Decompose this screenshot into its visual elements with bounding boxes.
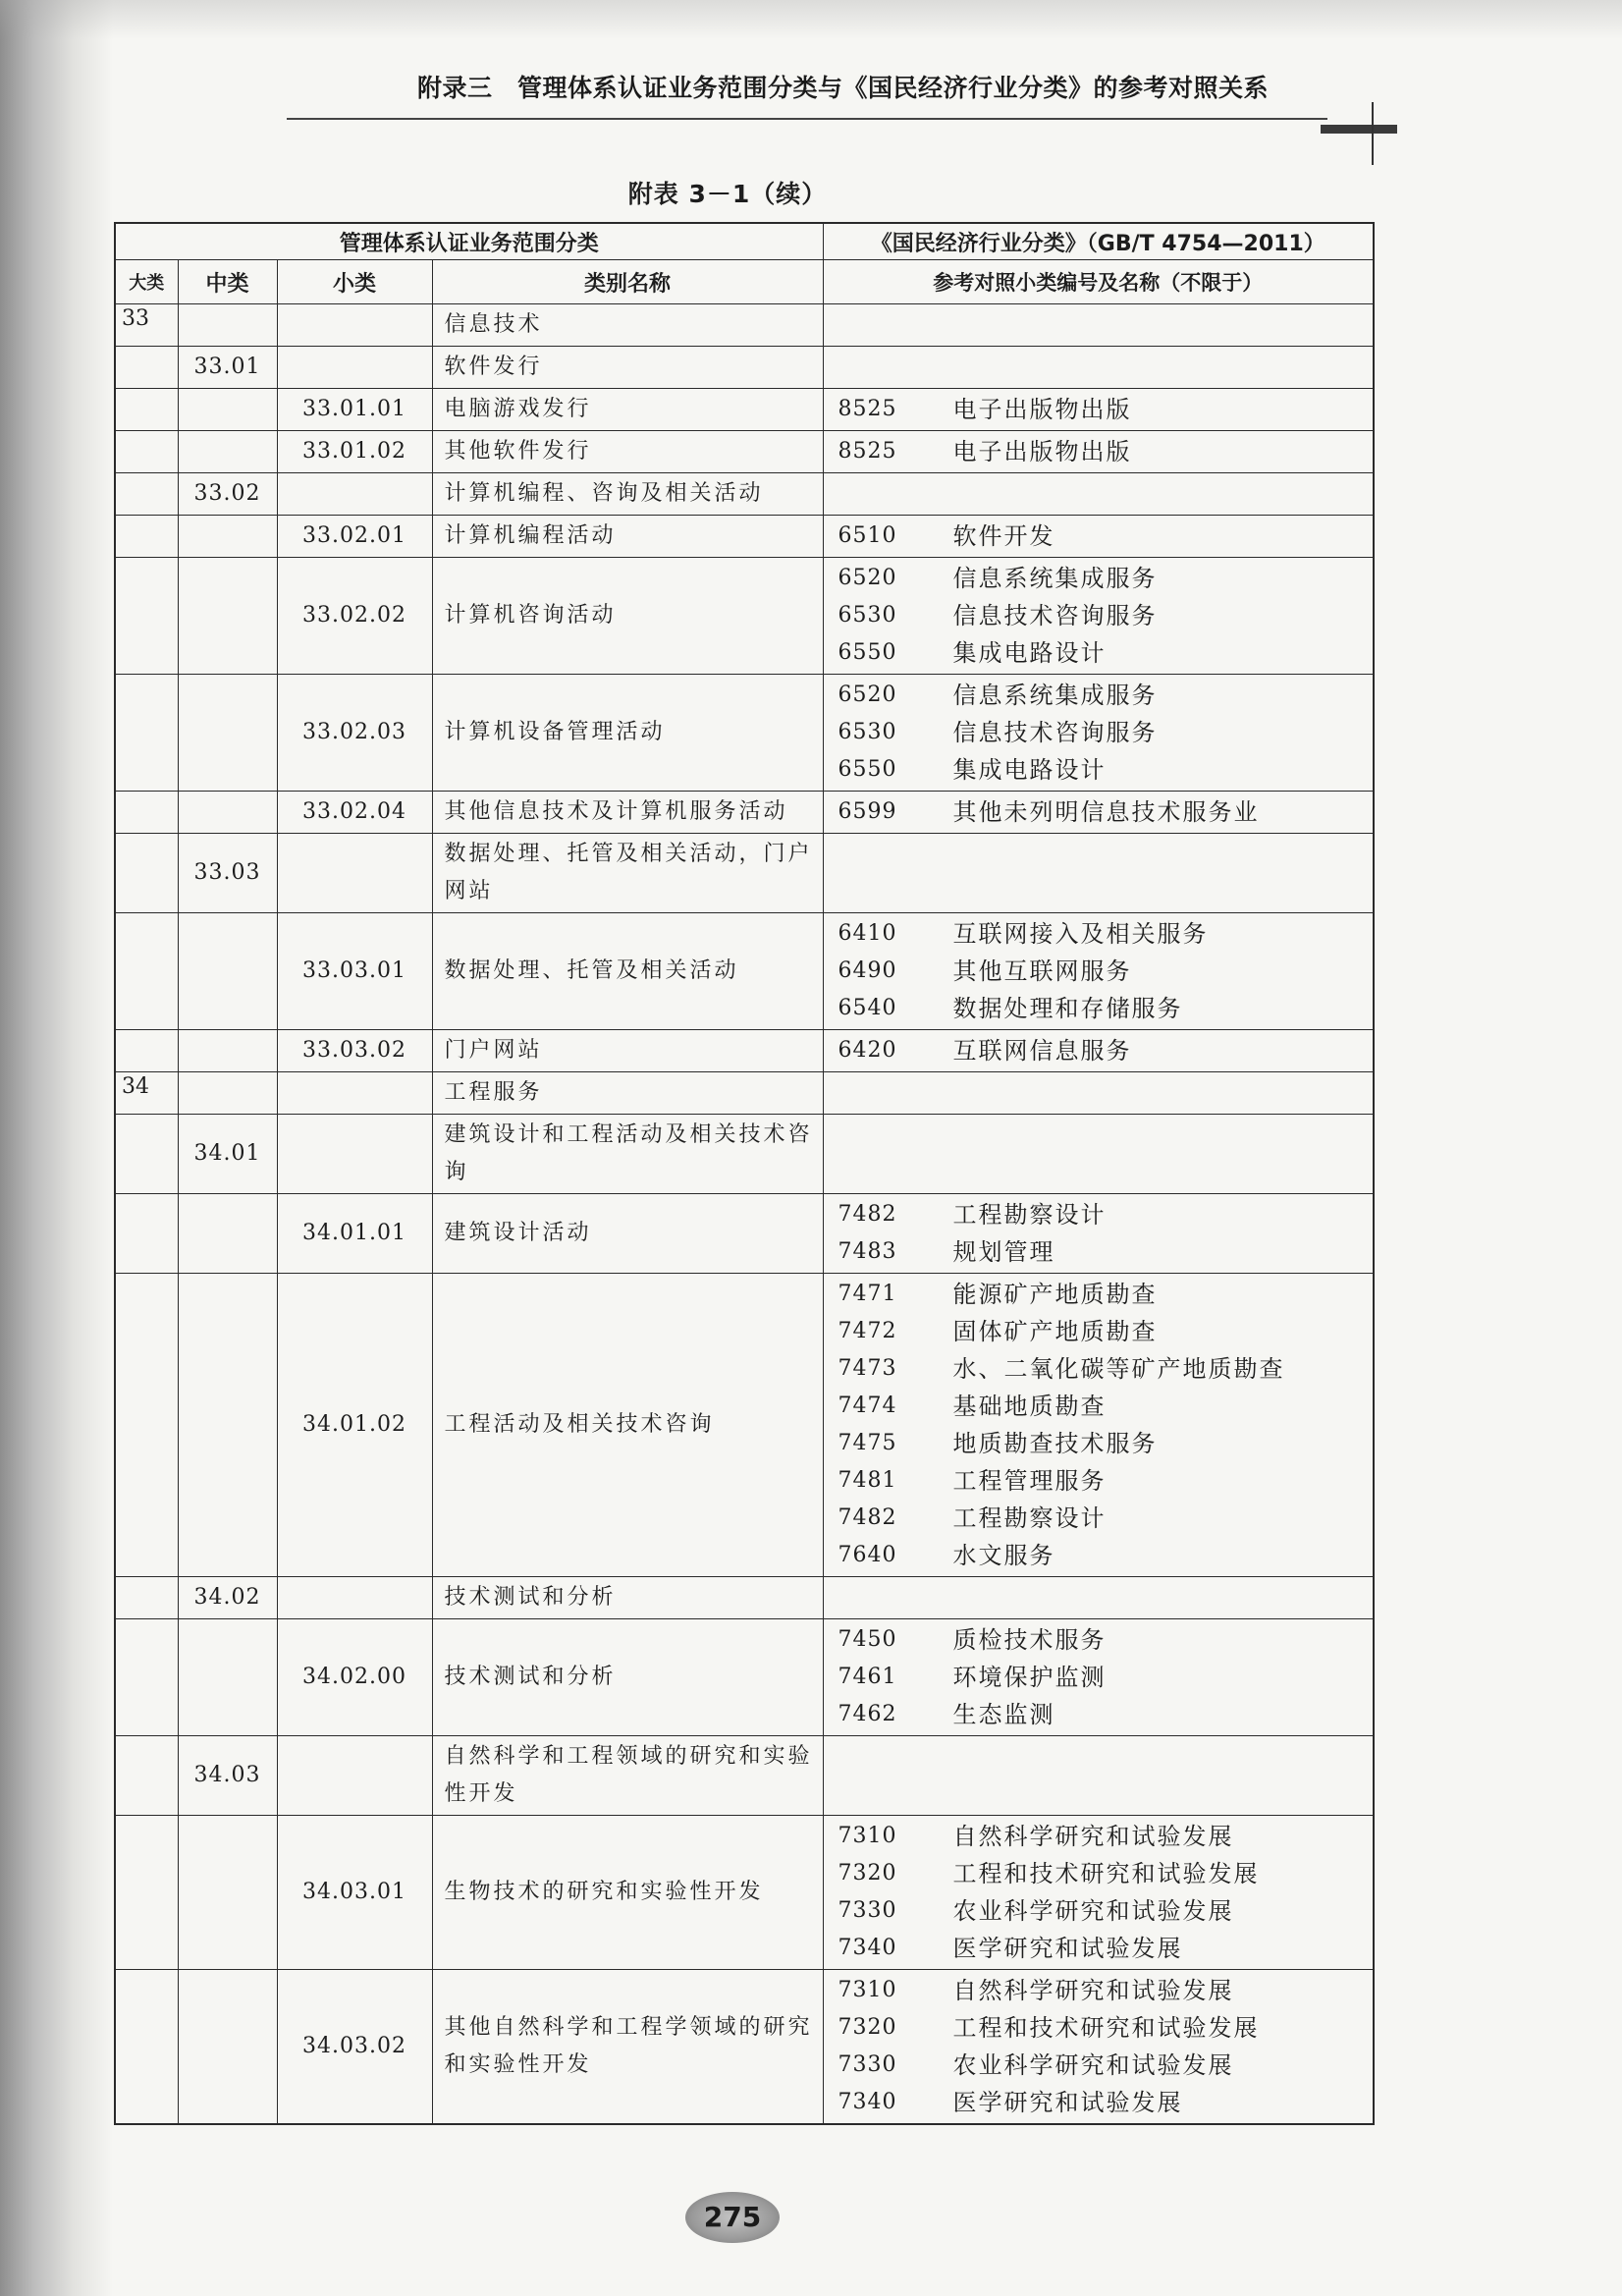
minor-class-cell: 33.02.03 [277, 675, 432, 792]
reference-cell [823, 1577, 1374, 1619]
reference-name: 环境保护监测 [952, 1664, 1107, 1691]
middle-class-cell [178, 516, 277, 558]
page-number: 275 [685, 2192, 780, 2243]
reference-cell [823, 431, 1374, 473]
minor-class-cell [277, 834, 432, 913]
major-class-cell [115, 913, 178, 1030]
reference-cell [823, 347, 1374, 389]
minor-class-cell: 34.03.01 [277, 1816, 432, 1970]
reference-name: 信息系统集成服务 [952, 682, 1158, 709]
middle-class-cell [178, 431, 277, 473]
reference-item [824, 597, 1374, 634]
minor-class-cell [277, 347, 432, 389]
reference-item [824, 634, 1374, 672]
reference-code: 7475 [838, 1431, 897, 1455]
reference-item [824, 990, 1374, 1027]
reference-item [824, 1196, 1374, 1233]
reference-cell [823, 913, 1374, 1030]
reference-code: 8525 [838, 397, 897, 421]
minor-class-cell [277, 1577, 432, 1619]
reference-code: 6530 [838, 720, 897, 744]
reference-item [824, 751, 1374, 789]
reference-code: 6540 [838, 996, 897, 1020]
reference-item [824, 953, 1374, 990]
reference-name: 固体矿产地质勘查 [952, 1318, 1158, 1345]
middle-class-cell [178, 792, 277, 834]
reference-name: 其他未列明信息技术服务业 [952, 798, 1260, 826]
reference-name: 农业科学研究和试验发展 [952, 2051, 1234, 2079]
minor-class-cell [277, 1115, 432, 1194]
reference-name: 软件开发 [952, 522, 1055, 550]
reference-cell [823, 516, 1374, 558]
reference-item [824, 1425, 1374, 1462]
reference-cell [823, 1619, 1374, 1736]
category-name-cell: 计算机咨询活动 [432, 558, 823, 675]
reference-name: 能源矿产地质勘查 [952, 1281, 1158, 1308]
reference-name: 地质勘查技术服务 [952, 1430, 1158, 1457]
reference-name: 信息技术咨询服务 [952, 602, 1158, 629]
reference-cell [823, 1115, 1374, 1194]
table-row [115, 1030, 1374, 1072]
column-header-major: 大类 [115, 260, 178, 304]
minor-class-cell: 34.03.02 [277, 1970, 432, 2125]
reference-code: 6510 [838, 523, 897, 548]
reference-item [824, 1350, 1374, 1388]
reference-item [824, 1032, 1374, 1069]
middle-class-cell [178, 1030, 277, 1072]
category-name-cell: 计算机编程、咨询及相关活动 [432, 473, 823, 516]
minor-class-cell: 34.01.02 [277, 1274, 432, 1577]
minor-class-cell: 33.02.02 [277, 558, 432, 675]
reference-code: 7462 [838, 1702, 897, 1726]
reference-cell [823, 834, 1374, 913]
table-row [115, 473, 1374, 516]
reference-name: 工程勘察设计 [952, 1201, 1107, 1229]
reference-cell [823, 304, 1374, 347]
major-class-cell [115, 1115, 178, 1194]
middle-class-cell [178, 389, 277, 431]
minor-class-cell [277, 1736, 432, 1816]
table-row [115, 1194, 1374, 1274]
category-name-cell: 生物技术的研究和实验性开发 [432, 1816, 823, 1970]
reference-name: 自然科学研究和试验发展 [952, 1977, 1234, 2004]
category-name-cell: 工程服务 [432, 1072, 823, 1115]
minor-class-cell: 33.02.04 [277, 792, 432, 834]
table-row [115, 1115, 1374, 1194]
reference-code: 6420 [838, 1038, 897, 1063]
category-name-cell: 其他自然科学和工程学领域的研究和实验性开发 [432, 1970, 823, 2125]
reference-item [824, 1313, 1374, 1350]
table-row [115, 1816, 1374, 1970]
reference-item [824, 560, 1374, 597]
reference-code: 7473 [838, 1356, 897, 1381]
reference-item [824, 915, 1374, 953]
reference-item [824, 2047, 1374, 2084]
category-name-cell: 建筑设计和工程活动及相关技术咨询 [432, 1115, 823, 1194]
reference-name: 医学研究和试验发展 [952, 2089, 1183, 2116]
table-row [115, 792, 1374, 834]
table-row [115, 347, 1374, 389]
reference-name: 集成电路设计 [952, 639, 1107, 667]
middle-class-cell [178, 1970, 277, 2125]
minor-class-cell [277, 1072, 432, 1115]
major-class-cell [115, 834, 178, 913]
middle-class-cell: 34.01 [178, 1115, 277, 1194]
major-class-cell [115, 1194, 178, 1274]
major-class-cell [115, 675, 178, 792]
reference-name: 基础地质勘查 [952, 1393, 1107, 1420]
middle-class-cell [178, 1194, 277, 1274]
reference-item [824, 1233, 1374, 1271]
reference-code: 7471 [838, 1282, 897, 1306]
reference-name: 农业科学研究和试验发展 [952, 1897, 1234, 1925]
page-top-shadow [0, 0, 1622, 39]
major-class-cell [115, 792, 178, 834]
reference-code: 7310 [838, 1824, 897, 1848]
reference-name: 数据处理和存储服务 [952, 995, 1183, 1022]
reference-cell [823, 1970, 1374, 2125]
reference-cell [823, 1274, 1374, 1577]
reference-name: 自然科学研究和试验发展 [952, 1823, 1234, 1850]
reference-item [824, 1855, 1374, 1892]
table-row [115, 304, 1374, 347]
reference-name: 互联网信息服务 [952, 1037, 1132, 1065]
table-column-header-row [115, 260, 1374, 304]
table-row [115, 1274, 1374, 1577]
reference-code: 6550 [838, 757, 897, 782]
reference-name: 信息技术咨询服务 [952, 719, 1158, 746]
reference-cell [823, 1072, 1374, 1115]
reference-code: 8525 [838, 439, 897, 464]
reference-cell [823, 1030, 1374, 1072]
reference-name: 生态监测 [952, 1701, 1055, 1728]
left-group-header: 管理体系认证业务范围分类 [115, 223, 823, 260]
category-name-cell: 建筑设计活动 [432, 1194, 823, 1274]
table-body [115, 304, 1374, 2125]
reference-code: 7340 [838, 1936, 897, 1960]
reference-code: 6520 [838, 566, 897, 590]
reference-item [824, 1500, 1374, 1537]
reference-item [824, 677, 1374, 714]
running-header: 附录三 管理体系认证业务范围分类与《国民经济行业分类》的参考对照关系 [417, 74, 1270, 102]
major-class-cell [115, 1030, 178, 1072]
table-row [115, 1577, 1374, 1619]
reference-item [824, 518, 1374, 555]
reference-item [824, 1388, 1374, 1425]
middle-class-cell [178, 1619, 277, 1736]
reference-code: 6490 [838, 958, 897, 983]
column-header-reference: 参考对照小类编号及名称（不限于） [823, 260, 1374, 304]
middle-class-cell [178, 913, 277, 1030]
reference-item [824, 1930, 1374, 1967]
major-class-cell [115, 1577, 178, 1619]
minor-class-cell: 33.02.01 [277, 516, 432, 558]
major-class-cell [115, 431, 178, 473]
category-name-cell: 数据处理、托管及相关活动，门户网站 [432, 834, 823, 913]
middle-class-cell: 34.03 [178, 1736, 277, 1816]
reference-code: 7320 [838, 2015, 897, 2040]
column-header-name: 类别名称 [432, 260, 823, 304]
reference-code: 7330 [838, 1898, 897, 1923]
reference-item [824, 1696, 1374, 1733]
reference-name: 工程勘察设计 [952, 1504, 1107, 1532]
reference-name: 电子出版物出版 [952, 396, 1132, 423]
middle-class-cell [178, 1274, 277, 1577]
major-class-cell [115, 347, 178, 389]
category-name-cell: 其他软件发行 [432, 431, 823, 473]
category-name-cell: 技术测试和分析 [432, 1577, 823, 1619]
reference-code: 7474 [838, 1394, 897, 1418]
table-row [115, 558, 1374, 675]
reference-code: 7461 [838, 1665, 897, 1689]
reference-cell [823, 558, 1374, 675]
minor-class-cell: 34.02.00 [277, 1619, 432, 1736]
category-name-cell: 技术测试和分析 [432, 1619, 823, 1736]
middle-class-cell [178, 304, 277, 347]
reference-code: 7340 [838, 2090, 897, 2114]
category-name-cell: 数据处理、托管及相关活动 [432, 913, 823, 1030]
table-row [115, 1970, 1374, 2125]
reference-name: 集成电路设计 [952, 756, 1107, 784]
reference-code: 6530 [838, 603, 897, 628]
reference-code: 6410 [838, 921, 897, 946]
table-row [115, 516, 1374, 558]
category-name-cell: 软件发行 [432, 347, 823, 389]
reference-cell [823, 1736, 1374, 1816]
column-header-middle: 中类 [178, 260, 277, 304]
reference-item [824, 2009, 1374, 2047]
table-row [115, 675, 1374, 792]
minor-class-cell: 33.01.02 [277, 431, 432, 473]
reference-item [824, 1621, 1374, 1659]
major-class-cell: 34 [115, 1072, 178, 1115]
page-edge-shadow [0, 0, 113, 2296]
major-class-cell [115, 1619, 178, 1736]
table-row [115, 389, 1374, 431]
reference-name: 工程管理服务 [952, 1467, 1107, 1495]
header-rule [287, 118, 1327, 120]
reference-item [824, 1659, 1374, 1696]
reference-item [824, 1462, 1374, 1500]
minor-class-cell [277, 304, 432, 347]
middle-class-cell: 33.02 [178, 473, 277, 516]
category-name-cell: 信息技术 [432, 304, 823, 347]
major-class-cell [115, 516, 178, 558]
reference-code: 6520 [838, 683, 897, 707]
major-class-cell [115, 1816, 178, 1970]
major-class-cell [115, 1970, 178, 2125]
category-name-cell: 计算机编程活动 [432, 516, 823, 558]
reference-item [824, 1276, 1374, 1313]
table-row [115, 1736, 1374, 1816]
table-row [115, 834, 1374, 913]
reference-code: 7472 [838, 1319, 897, 1343]
reference-name: 工程和技术研究和试验发展 [952, 1860, 1260, 1887]
reference-cell [823, 1194, 1374, 1274]
minor-class-cell [277, 473, 432, 516]
middle-class-cell: 34.02 [178, 1577, 277, 1619]
major-class-cell [115, 473, 178, 516]
column-header-minor: 小类 [277, 260, 432, 304]
reference-code: 7640 [838, 1543, 897, 1567]
header-rule-tick [1372, 102, 1374, 165]
reference-name: 医学研究和试验发展 [952, 1935, 1183, 1962]
major-class-cell [115, 1274, 178, 1577]
minor-class-cell: 33.03.01 [277, 913, 432, 1030]
reference-item [824, 1972, 1374, 2009]
reference-item [824, 433, 1374, 470]
table-row [115, 1619, 1374, 1736]
reference-code: 6599 [838, 799, 897, 824]
reference-code: 7320 [838, 1861, 897, 1886]
header-rule-bar [1321, 125, 1397, 134]
reference-cell [823, 473, 1374, 516]
reference-item [824, 714, 1374, 751]
table-row [115, 431, 1374, 473]
reference-code: 7450 [838, 1627, 897, 1652]
category-name-cell: 其他信息技术及计算机服务活动 [432, 792, 823, 834]
reference-item [824, 793, 1374, 831]
category-name-cell: 计算机设备管理活动 [432, 675, 823, 792]
reference-name: 互联网接入及相关服务 [952, 920, 1209, 948]
minor-class-cell: 33.03.02 [277, 1030, 432, 1072]
reference-name: 规划管理 [952, 1238, 1055, 1266]
category-name-cell: 自然科学和工程领域的研究和实验性开发 [432, 1736, 823, 1816]
reference-item [824, 1892, 1374, 1930]
reference-code: 7481 [838, 1468, 897, 1493]
reference-code: 7483 [838, 1239, 897, 1264]
reference-code: 7482 [838, 1505, 897, 1530]
middle-class-cell: 33.01 [178, 347, 277, 389]
minor-class-cell: 33.01.01 [277, 389, 432, 431]
reference-name: 其他互联网服务 [952, 957, 1132, 985]
major-class-cell [115, 558, 178, 675]
reference-name: 质检技术服务 [952, 1626, 1107, 1654]
reference-code: 7310 [838, 1978, 897, 2002]
major-class-cell [115, 389, 178, 431]
reference-item [824, 1818, 1374, 1855]
reference-code: 7482 [838, 1202, 897, 1227]
reference-code: 7330 [838, 2052, 897, 2077]
reference-cell [823, 389, 1374, 431]
reference-name: 工程和技术研究和试验发展 [952, 2014, 1260, 2042]
major-class-cell: 33 [115, 304, 178, 347]
middle-class-cell [178, 558, 277, 675]
reference-code: 6550 [838, 640, 897, 665]
reference-cell [823, 1816, 1374, 1970]
reference-cell [823, 792, 1374, 834]
table-row [115, 913, 1374, 1030]
reference-name: 电子出版物出版 [952, 438, 1132, 465]
reference-item [824, 391, 1374, 428]
right-group-header: 《国民经济行业分类》（GB/T 4754—2011） [823, 223, 1374, 260]
reference-name: 信息系统集成服务 [952, 565, 1158, 592]
middle-class-cell [178, 1816, 277, 1970]
table-row [115, 1072, 1374, 1115]
category-name-cell: 门户网站 [432, 1030, 823, 1072]
table-group-header-row [115, 223, 1374, 260]
reference-name: 水、二氧化碳等矿产地质勘查 [952, 1355, 1285, 1383]
reference-item [824, 1537, 1374, 1574]
middle-class-cell: 33.03 [178, 834, 277, 913]
minor-class-cell: 34.01.01 [277, 1194, 432, 1274]
reference-item [824, 2084, 1374, 2121]
reference-name: 水文服务 [952, 1542, 1055, 1569]
middle-class-cell [178, 1072, 277, 1115]
major-class-cell [115, 1736, 178, 1816]
reference-table [114, 222, 1375, 2125]
category-name-cell: 工程活动及相关技术咨询 [432, 1274, 823, 1577]
table-title: 附表 3－1（续） [627, 180, 828, 208]
middle-class-cell [178, 675, 277, 792]
category-name-cell: 电脑游戏发行 [432, 389, 823, 431]
reference-cell [823, 675, 1374, 792]
